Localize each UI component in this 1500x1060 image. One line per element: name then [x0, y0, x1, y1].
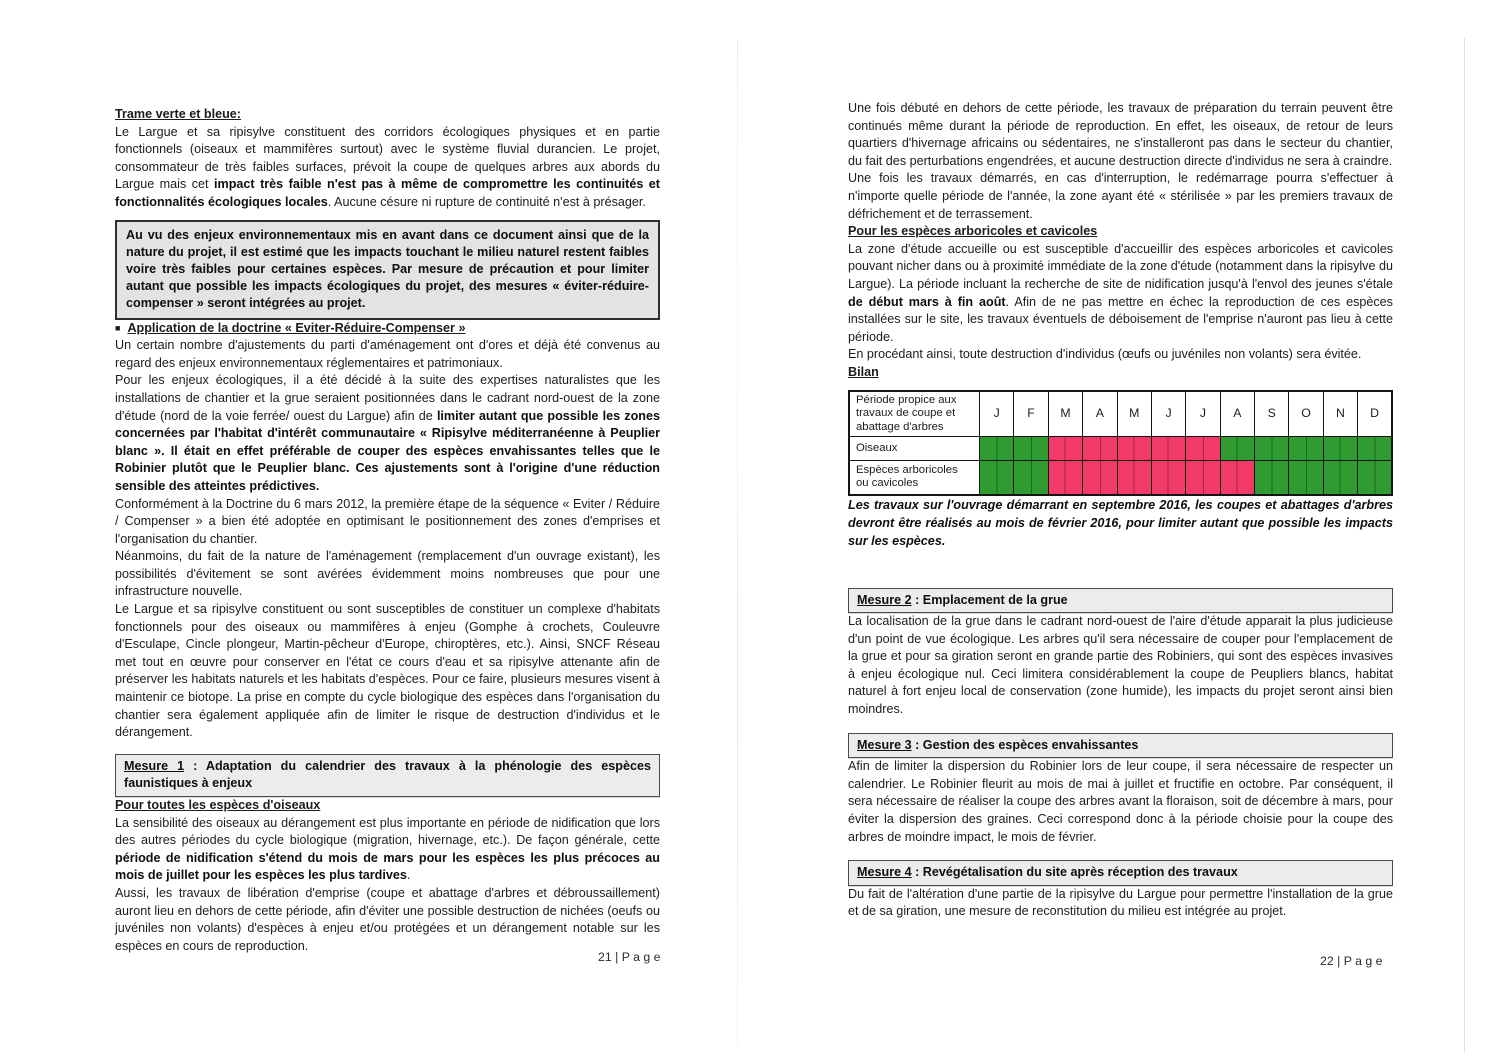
favorable-period-cell: [1255, 461, 1289, 495]
month-header-cell: J: [980, 391, 1014, 437]
favorable-period-cell: [1255, 437, 1289, 461]
month-header-cell: N: [1323, 391, 1357, 437]
subheading-especes-oiseaux: Pour toutes les espèces d'oiseaux: [115, 798, 321, 813]
favorable-period-cell: [1014, 461, 1048, 495]
environmental-summary-box: Au vu des enjeux environnementaux mis en avant dans ce document ainsi que de la nature du projet, il est estimé que les impacts touchant le milieu naturel restent faibles voire très faibles pour certaines espèces. Par mesure de précaution et pour limiter autant que possible les impacts écologiques du projet, des mesures « éviter-réduire-compenser » seront intégrées au projet.: [115, 220, 660, 320]
month-header-cell: S: [1255, 391, 1289, 437]
favorable-period-cell: [1323, 437, 1357, 461]
subheading-bilan: Bilan: [848, 364, 879, 379]
favorable-period-cell: [980, 437, 1014, 461]
month-header-cell: M: [1117, 391, 1151, 437]
section-heading-doctrine: ■ Application de la doctrine « Eviter-Réduire-Compenser »: [115, 320, 466, 335]
month-header-cell: F: [1014, 391, 1048, 437]
unfavorable-period-cell: [1186, 437, 1220, 461]
right-page-edge: [1464, 38, 1465, 1053]
subheading-especes-arboricoles: Pour les espèces arboricoles et cavicoles: [848, 224, 1098, 239]
favorable-period-cell: [1289, 437, 1323, 461]
page-22: [848, 100, 1393, 921]
unfavorable-period-cell: [1151, 461, 1185, 495]
bilan-table: [848, 390, 1393, 496]
favorable-period-cell: [1014, 437, 1048, 461]
para-neanmoins: Néanmoins, du fait de la nature de l'aménagement (remplacement d'un ouvrage existant), les possibilités d'évitement se sont avérées évidemment moins nombreuses que pour une infrastructure nouvelle.: [115, 549, 660, 599]
mesure-4-heading: Mesure 4 : Revégétalisation du site après réception des travaux: [848, 860, 1393, 886]
month-header-cell: M: [1048, 391, 1082, 437]
unfavorable-period-cell: [1117, 461, 1151, 495]
para-summary-italic: Les travaux sur l'ouvrage démarrant en septembre 2016, les coupes et abattages d'arbres devront être réalisés au mois de février 2016, pour limiter autant que possible les impacts sur les espèces.: [848, 497, 1393, 548]
month-header-cell: A: [1083, 391, 1117, 437]
para-une-fois-debute: Une fois débuté en dehors de cette période, les travaux de préparation du terrain peuvent être continués même durant la période de reproduction. En effet, les oiseaux, de retour de leurs quartiers d'hivernage africains ou sédentaires, ne s'installeront pas dans le secteur du chantier, du fait des perturbations engendrées, et aucune destruction directe d'individus ne sera à craindre.: [848, 101, 1393, 168]
month-header-cell: D: [1358, 391, 1392, 437]
mesure-3-heading: Mesure 3 : Gestion des espèces envahissantes: [848, 733, 1393, 759]
para-travaux-liberation: Aussi, les travaux de libération d'emprise (coupe et abattage d'arbres et débroussaillement) auront lieu en dehors de cette période, afin d'éviter une possible destruction de nichées (oeufs ou juvéniles non volants) d'espèces à enjeu et/ou protégées et un dérangement notable sur les espèces en cours de reproduction.: [115, 885, 660, 953]
page-gutter-shadow: [737, 40, 738, 1045]
para-ajustements: Un certain nombre d'ajustements du parti d'aménagement ont d'ores et déjà été convenus au regard des enjeux environnementaux réglementaires et patrimoniaux.: [115, 338, 660, 370]
unfavorable-period-cell: [1048, 437, 1082, 461]
row-label-cell: Espèces arboricoles ou cavicoles: [849, 461, 980, 495]
favorable-period-cell: [980, 461, 1014, 495]
favorable-period-cell: [1358, 461, 1392, 495]
unfavorable-period-cell: [1048, 461, 1082, 495]
favorable-period-cell: [1289, 461, 1323, 495]
mesure-2-heading: Mesure 2 : Emplacement de la grue: [848, 588, 1393, 614]
month-header-cell: J: [1186, 391, 1220, 437]
para-doctrine-2012: Conformément à la Doctrine du 6 mars 2012, la première étape de la séquence « Eviter / Réduire / Compenser » a bien été adoptée en optimisant le positionnement des zones d'emprises et l'organisation du chantier.: [115, 496, 660, 546]
square-bullet-icon: ■: [115, 322, 121, 333]
para-localisation-grue: La localisation de la grue dans le cadrant nord-ouest de l'aire d'étude apparait la plus judicieuse d'un point de vue écologique. Les arbres qu'il sera nécessaire de couper pour l'emplacement de la grue et pour sa giration seront en grande partie des Robiniers, qui sont des espèces invasives à enjeu écologique nul. Ceci limitera considérablement la coupe de Peupliers blancs, habitat naturel à fort enjeu local de conservation (zone humide), les impacts du projet seront ainsi bien moindres.: [848, 614, 1393, 717]
favorable-period-cell: [1323, 461, 1357, 495]
heading-trame-verte-et-bleue: Trame verte et bleue:: [115, 107, 241, 121]
unfavorable-period-cell: [1186, 461, 1220, 495]
month-header-cell: A: [1220, 391, 1254, 437]
month-header-cell: O: [1289, 391, 1323, 437]
para-dispersion-robinier: Afin de limiter la dispersion du Robinier lors de leur coupe, il sera nécessaire de respecter un calendrier. Le Robinier fleurit au mois de mai à juillet et fructifie en octobre. Par conséquent, il sera nécessaire de réaliser la coupe des arbres avant la floraison, soit de décembre à mars, pour éviter la dispersion des graines. Ceci correspond donc à la période choisie pour la coupe des arbres de moindre impact, le mois de février.: [848, 759, 1393, 844]
favorable-period-cell: [1220, 437, 1254, 461]
month-header-cell: J: [1151, 391, 1185, 437]
para-en-procedant: En procédant ainsi, toute destruction d'individus (œufs ou juvéniles non volants) sera évitée.: [848, 347, 1362, 362]
row-label-cell: Oiseaux: [849, 437, 980, 461]
para-enjeux-ecologiques: Pour les enjeux écologiques, il a été décidé à la suite des expertises naturalistes que les installations de chantier et la grue seraient positionnées dans le cadrant nord-ouest de la zone d'étude (nord de la voie ferrée/ ouest du Largue) afin de limiter autant que possible les zones concernées par l'habitat d'intérêt communautaire « Ripisylve méditerranéenne à Peuplier blanc ». Il était en effet préférable de couper des espèces envahissantes telles que le Robinier plutôt que le Peuplier blanc. Ces ajustements sont à l'origine d'une réduction sensible des atteintes prédictives.: [115, 373, 660, 493]
unfavorable-period-cell: [1083, 437, 1117, 461]
para-trame-body: Le Largue et sa ripisylve constituent des corridors écologiques physiques et en partie fonctionnels (oiseaux et mammifères surtout) avec le système fluvial durancien. Le projet, consommateur de très faibles surfaces, prévoit la coupe de quelques arbres aux abords du Largue mais cet impact très faible n'est pas à même de compromettre les continuités et fonctionnalités écologiques locales. Aucune césure ni rupture de continuité n'est à présager.: [115, 124, 660, 209]
para-zone-etude: La zone d'étude accueille ou est susceptible d'accueillir des espèces arboricoles et cavicoles pouvant nicher dans ou à proximité immédiate de la zone d'étude (notamment dans la ripisylve du Largue). La période incluant la recherche de site de nidification jusqu'à l'envol des jeunes s'étale de début mars à fin août. Afin de ne pas mettre en échec la reproduction de ces espèces installées sur le site, les travaux éventuels de déboisement de l'emprise n'auront pas lieu à cette période.: [848, 241, 1393, 344]
bilan-table-title-cell: Période propice aux travaux de coupe et abattage d'arbres: [849, 391, 980, 437]
page-number-right: 22 | P a g e: [1320, 954, 1383, 968]
unfavorable-period-cell: [1220, 461, 1254, 495]
unfavorable-period-cell: [1151, 437, 1185, 461]
para-une-fois-demarres: Une fois les travaux démarrés, en cas d'interruption, le redémarrage pourra s'effectuer à n'importe quelle période de l'année, la zone ayant été « stérilisée » par les premiers travaux de défrichement et de terrassement.: [848, 171, 1393, 221]
para-sensibilite-oiseaux: La sensibilité des oiseaux au dérangement est plus importante en période de nidification que lors des autres périodes du cycle biologique (migration, hivernage, etc.). De façon générale, cette période de nidification s'étend du mois de mars pour les espèces les plus précoces au mois de juillet pour les espèces les plus tardives.: [115, 815, 660, 883]
favorable-period-cell: [1358, 437, 1392, 461]
unfavorable-period-cell: [1117, 437, 1151, 461]
unfavorable-period-cell: [1083, 461, 1117, 495]
mesure-1-heading: Mesure 1 : Adaptation du calendrier des travaux à la phénologie des espèces faunistiques à enjeux: [115, 754, 660, 797]
para-alteration-ripisylve: Du fait de l'altération d'une partie de la ripisylve du Largue pour permettre l'installation de la grue et de sa giration, une mesure de reconstitution du milieu est intégrée au projet.: [848, 886, 1393, 919]
page-number-left: 21 | P a g e: [598, 950, 661, 964]
para-largue-ripisylve: Le Largue et sa ripisylve constituent ou sont susceptibles de constituer un complexe d'habitats fonctionnels pour des oiseaux ou mammifères à enjeu (Gomphe à crochets, Couleuvre d'Esculape, Cincle plongeur, Martin-pêcheur d'Europe, chiroptères, etc.). Ainsi, SNCF Réseau met tout en œuvre pour conserver en l'état ce cours d'eau et sa ripisylve attenante afin de préserver les habitats naturels et les habitats d'espèces. Pour ce faire, plusieurs mesures visent à maintenir ce biotope. La prise en compte du cycle biologique des espèces dans l'organisation du chantier sera également appliquée afin de limiter le risque de destruction d'individus et le dérangement.: [115, 602, 660, 740]
page-21: [115, 106, 660, 955]
